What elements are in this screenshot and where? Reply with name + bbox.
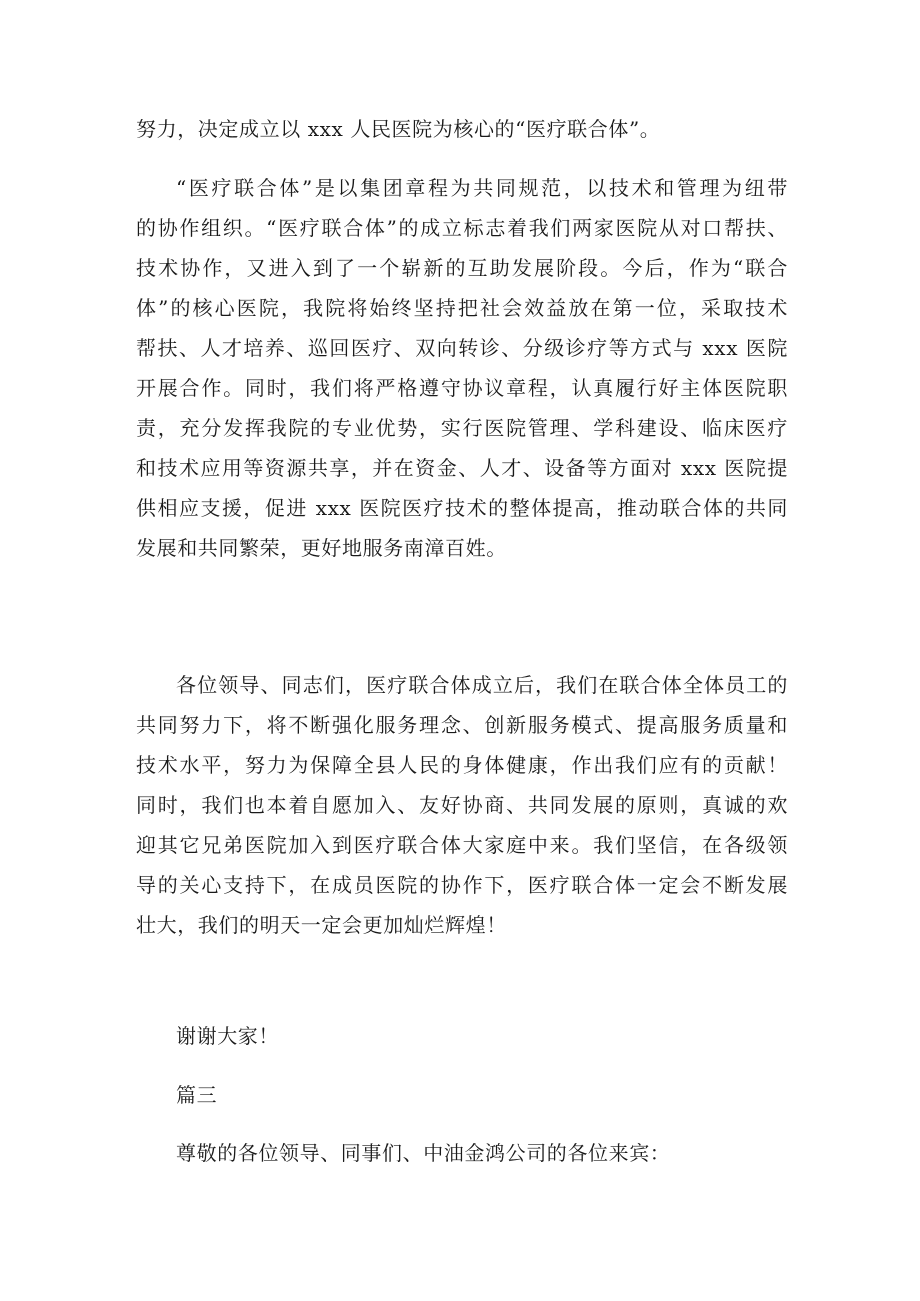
text-line: 努力，决定成立以 xxx 人民医院为核心的“医疗联合体”。 [136, 117, 661, 141]
text-line: 和技术应用等资源共享，并在资金、人才、设备等方面对 xxx 医院提 [136, 456, 788, 480]
text-line: 导的关心支持下，在成员医院的协作下，医疗联合体一定会不断发展 [136, 873, 788, 897]
section-heading: 篇三 [176, 1083, 218, 1107]
text-line: 技术协作，又进入到了一个崭新的互助发展阶段。今后，作为“联合 [136, 256, 788, 280]
paragraph-continuation [136, 109, 788, 149]
text-line: “医疗联合体”是以集团章程为共同规范，以技术和管理为纽带 [176, 176, 788, 200]
text-line: 责，充分发挥我院的专业优势，实行医院管理、学科建设、临床医疗 [136, 416, 788, 440]
text-line: 同时，我们也本着自愿加入、友好协商、共同发展的原则，真诚的欢 [136, 793, 788, 817]
text-line: 供相应支援，促进 xxx 医院医疗技术的整体提高，推动联合体的共同 [136, 496, 788, 520]
text-line: 的协作组织。“医疗联合体”的成立标志着我们两家医院从对口帮扶、 [136, 216, 788, 240]
text-line: 迎其它兄弟医院加入到医疗联合体大家庭中来。我们坚信，在各级领 [136, 833, 788, 857]
text-line: 帮扶、人才培养、巡回医疗、双向转诊、分级诊疗等方式与 xxx 医院 [136, 336, 788, 360]
text-line: 体”的核心医院，我院将始终坚持把社会效益放在第一位，采取技术 [136, 296, 788, 320]
text-line: 壮大，我们的明天一定会更加灿烂辉煌！ [136, 913, 507, 937]
thanks-line: 谢谢大家！ [176, 1024, 279, 1048]
text-line: 技术水平，努力为保障全县人民的身体健康，作出我们应有的贡献！ [136, 753, 788, 777]
paragraph-medical-alliance [136, 168, 788, 568]
text-line: 开展合作。同时，我们将严格遵守协议章程，认真履行好主体医院职 [136, 376, 788, 400]
paragraph-closing-remarks [136, 665, 788, 945]
text-line: 各位领导、同志们，医疗联合体成立后，我们在联合体全体员工的 [176, 673, 788, 697]
text-line: 发展和共同繁荣，更好地服务南漳百姓。 [136, 536, 507, 560]
text-line: 共同努力下，将不断强化服务理念、创新服务模式、提高服务质量和 [136, 713, 788, 737]
salutation-line: 尊敬的各位领导、同事们、中油金鸿公司的各位来宾： [176, 1141, 671, 1165]
